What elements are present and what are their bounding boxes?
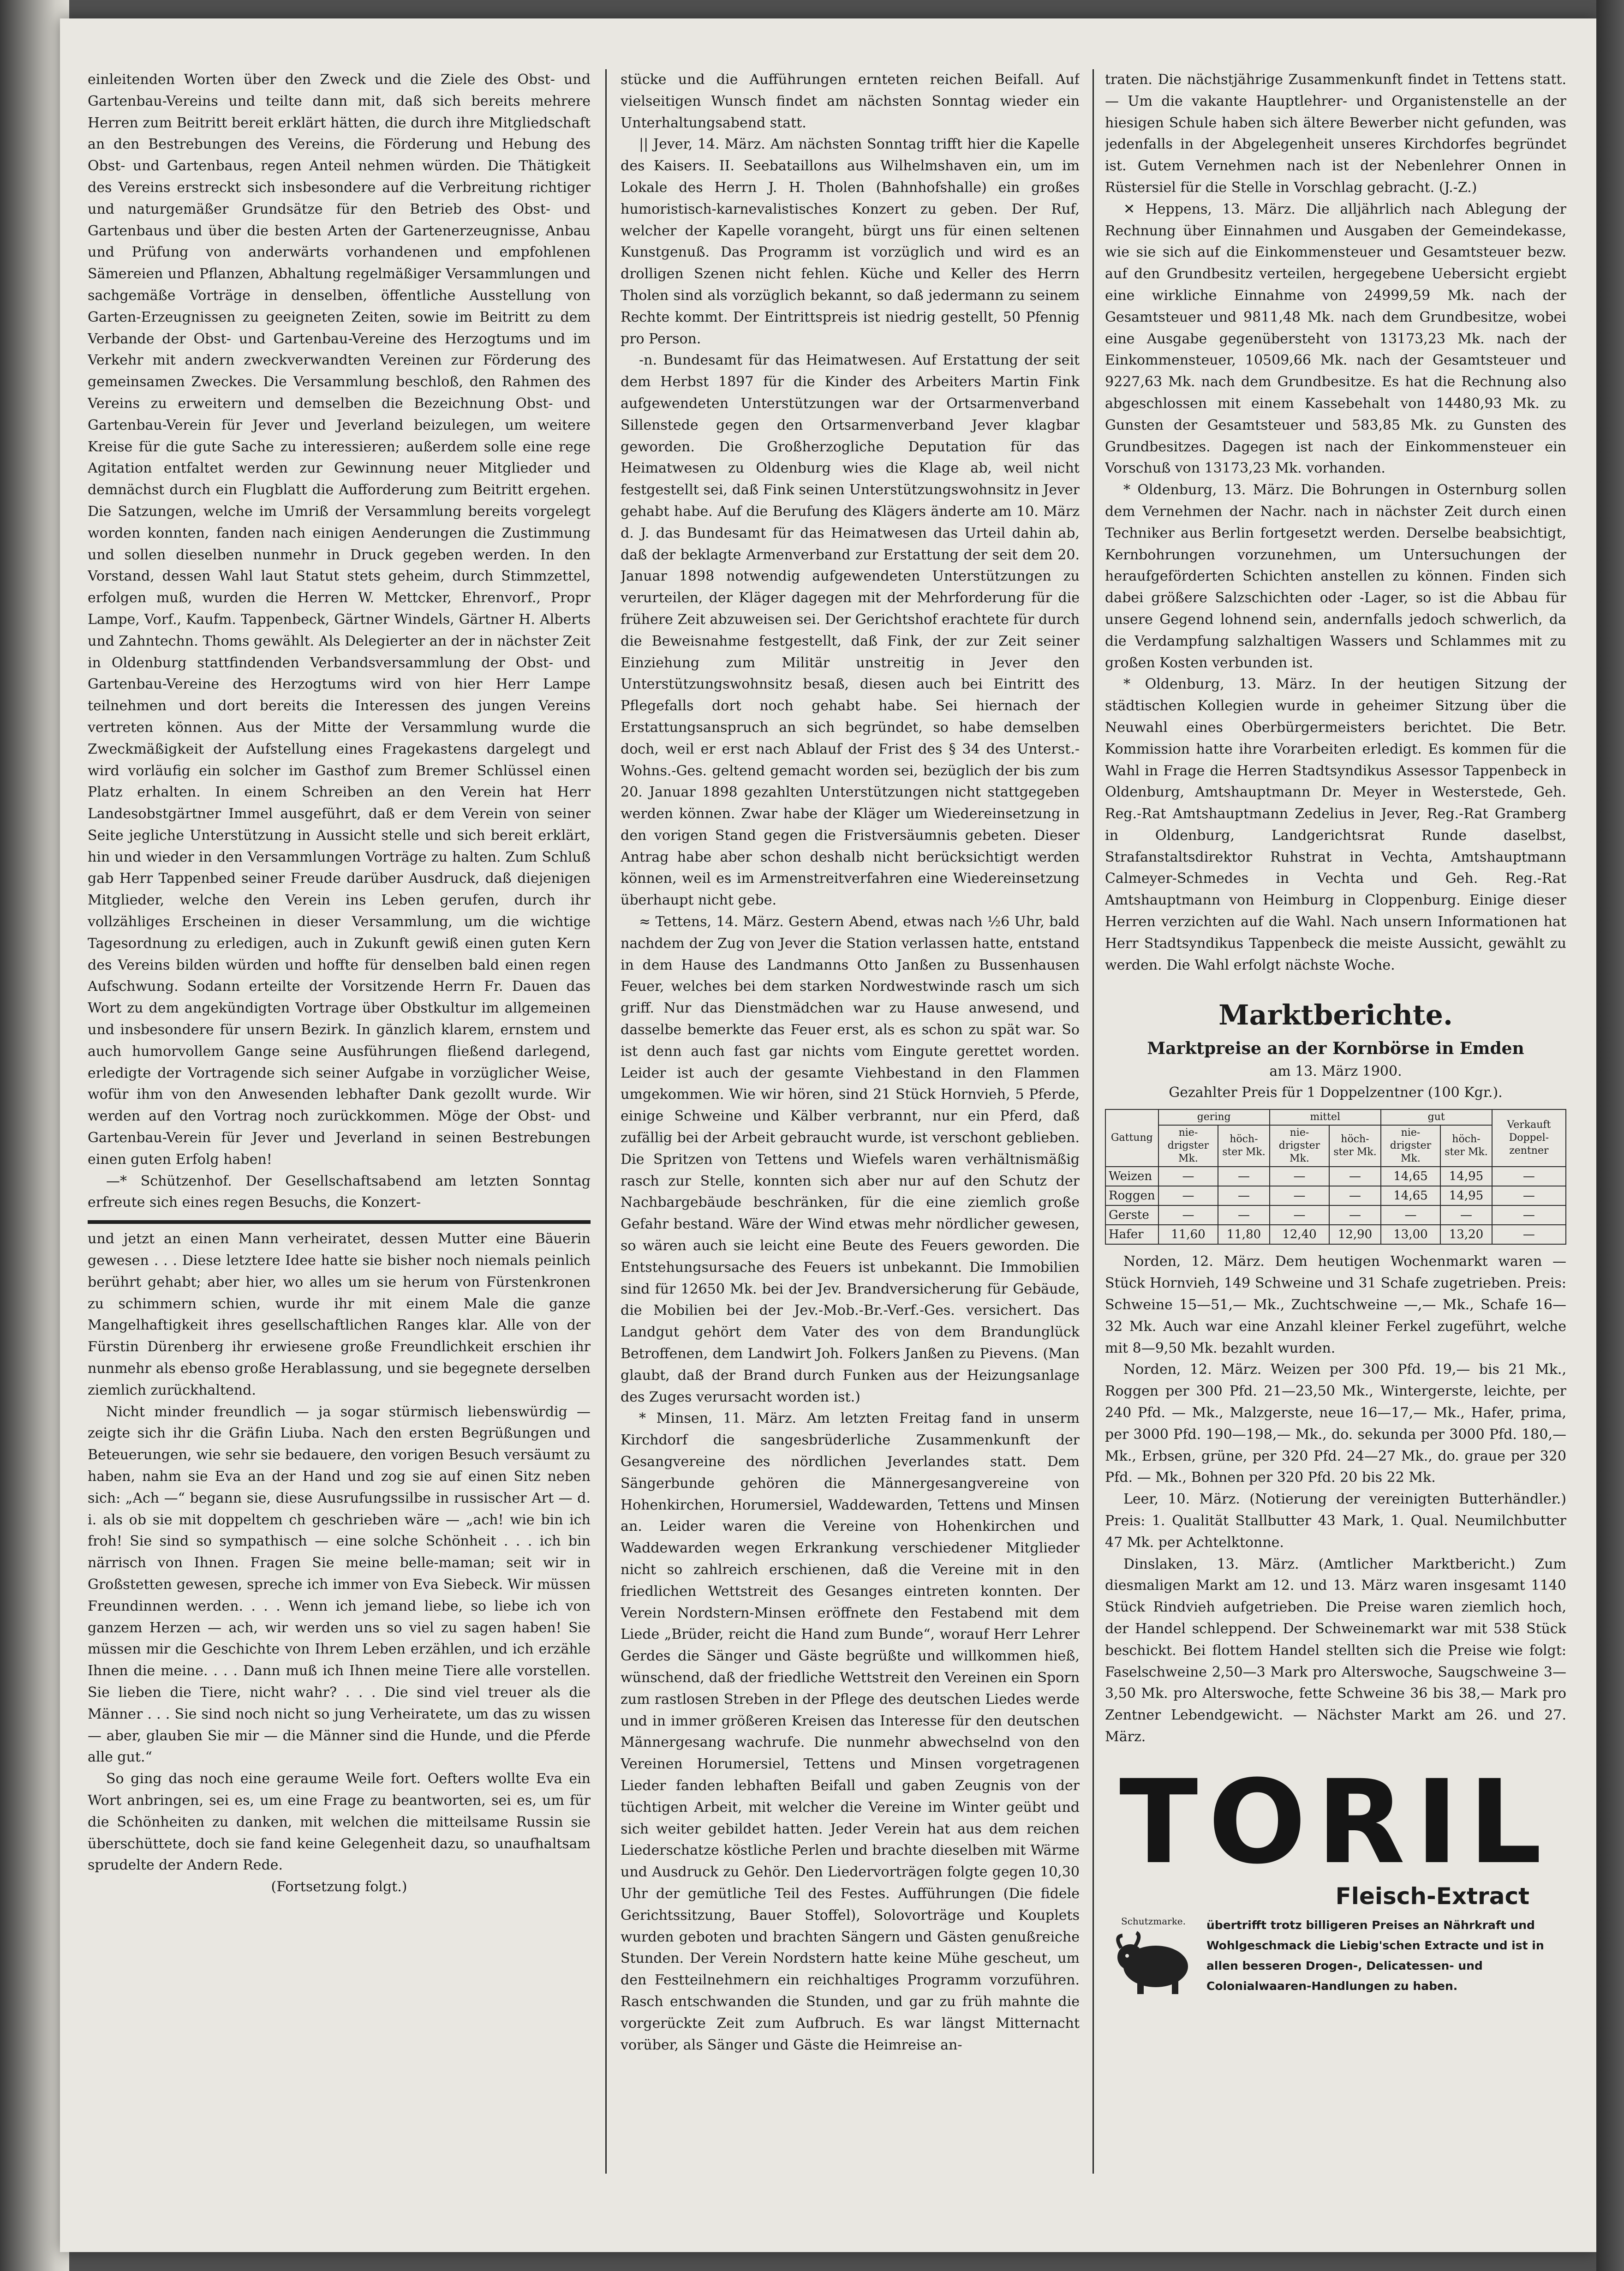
article-paragraph: * Oldenburg, 13. März. In der heutigen Sitzung der städtischen Kollegien wurde in geheimer Sitzung über die Neuwahl eines Oberbürgermeisters berichtet. Die Betr. Kommission hatte ihre Vorarbeiten erledigt. Es kommen für die Wahl in Frage die Herren Stadtsyndikus Assessor Tappenbeck in Oldenburg, Amtshauptmann Dr. Meyer in Westerstede, Geh. Reg.-Rat Amtshauptmann Zedelius in Jever, Reg.-Rat Gramberg in Oldenburg, Landgerichtsrat Runde daselbst, Strafanstaltsdirektor Ruhstrat in Vechta, Amtshauptmann Calmeyer-Schmedes in Vechta und Geh. Reg.-Rat Amtshauptmann von Heimburg in Cloppenburg. Einige dieser Herren verzichten auf die Wahl. Nach unsern Informationen hat Herr Stadtsyndikus Tappenbeck die meiste Aussicht, gewählt zu werden. Die Wahl erfolgt nächste Woche. [1105, 676, 1566, 973]
sub-high: höch-ster Mk. [1329, 1125, 1380, 1167]
sub-high: höch-ster Mk. [1218, 1125, 1269, 1167]
scan-right-edge [1596, 0, 1624, 2271]
table-cell: — [1218, 1186, 1269, 1205]
market-report: Dinslaken, 13. März. (Amtlicher Marktbericht.) Zum diesmaligen Markt am 12. und 13. März waren insgesamt 1140 Stück Rindvieh aufgetrieben. Die Preise waren ziemlich hoch, der Handel schleppend. Der Schweinemarkt war mit 538 Stück beschickt. Bei flottem Handel stellten sich die Preise wie folgt: Faselschweine 2,50—3 Mark pro Alterswoche, Saugschweine 3—3,50 Mk. pro Alterswoche, fette Schweine 36 bis 38,— Mark pro Zentner Lebendgewicht. — Nächster Markt am 26. und 27. März. [1105, 1556, 1566, 1745]
group-header: gut [1381, 1109, 1492, 1125]
article-paragraph: ≈ Tettens, 14. März. Gestern Abend, etwas nach ½6 Uhr, bald nachdem der Zug von Jever die Station verlassen hatte, entstand in dem Hause des Landmanns Otto Janßen zu Bussenhausen Feuer, welches bei dem starken Nordwestwinde rasch um sich griff. Nur das Dienstmädchen war zu Hause anwesend, und dasselbe bemerkte das Feuer erst, als es schon zu spät war. So ist denn auch fast gar nichts vom Eingute gerettet worden. Leider ist auch der gesamte Viehbestand in den Flammen umgekommen. Wie wir hören, sind 21 Stück Hornvieh, 5 Pferde, einige Schweine und Kälber verbrannt, nur ein Pferd, daß zufällig bei der Arbeit gebraucht wurde, ist verschont geblieben. Die Spritzen von Tettens und Wiefels waren verhältnismäßig rasch zur Stelle, konnten sich aber nur auf den Schutz der Nachbargebäude beschränken, für die eine ziemlich große Gefahr bestand. Wäre der Wind etwas mehr nördlicher gewesen, so wären auch sie leicht eine Beute des Feuers geworden. Die Entstehungsursache des Feuers ist unbekannt. Die Immobilien sind für 12650 Mk. bei der Jev. Brandversicherung für Gebäude, die Mobilien bei der Jev.-Mob.-Br.-Verf.-Ges. versichert. Das Landgut gehört dem Vater des von dem Brandunglück Betroffenen, dem Landwirt Joh. Folkers Janßen zu Pievens. (Man glaubt, daß der Brand durch Funken aus der Heizungsanlage des Zuges verursacht worden ist.) [621, 914, 1080, 1405]
table-cell: 13,00 [1381, 1225, 1441, 1244]
table-row [1105, 1186, 1566, 1205]
table-cell: 13,20 [1440, 1225, 1492, 1244]
serial-paragraph: Nicht minder freundlich — ja sogar stürmisch liebenswürdig — zeigte sich ihr die Gräfin Liuba. Nach den ersten Begrüßungen und Beteuerungen, wie sehr sie bedauere, den vorigen Besuch versäumt zu haben, nahm sie Eva an der Hand und zog sie auf einen Sitz neben sich: „Ach —“ begann sie, diese Ausrufungssilbe in russischer Art — d. i. als ob sie mit doppeltem ch geschrieben wäre — „ach! wie bin ich froh! Sie sind so sympathisch — eine solche Schönheit . . . ich bin närrisch von Ihnen. Fragen Sie meine belle-maman; seit wir in Großstetten gewesen, spreche ich immer von Eva Siebeck. Wir müssen Freundinnen werden. . . . Wenn ich jemand liebe, so liebe ich von ganzem Herzen — ach, wir werden uns so viel zu sagen haben! Sie müssen mir die Geschichte von Ihrem Leben erzählen, und ich erzähle Ihnen die meine. . . . Dann muß ich Ihnen meine Tiere alle vorstellen. Sie lieben die Tiere, nicht wahr? . . . Die sind viel treuer als die Männer . . . Sie sind noch nicht so jung Verheiratete, um das zu wissen — aber, glauben Sie mir — die Männer sind die Hunde, und die Pferde alle gut.“ [88, 1403, 591, 1766]
grain-name: Weizen [1105, 1167, 1158, 1186]
table-row [1105, 1167, 1566, 1186]
col-verkauft: Verkauft Doppel-zentner [1492, 1109, 1566, 1167]
table-cell: — [1381, 1205, 1441, 1225]
book-binding-edge [0, 0, 69, 2271]
serial-paragraph: und jetzt an einen Mann verheiratet, dessen Mutter eine Bäuerin gewesen . . . Diese letztere Idee hatte sie bisher noch niemals peinlich berührt gehabt; aber hier, wo alles um sie herum von Fürstenkronen zu schimmern schien, wurde ihr mit einem Male die ganze Mangelhaftigkeit ihres gesellschaftlichen Ranges klar. Alle von der Fürstin Dürenberg ihr erwiesene große Freundlichkeit erschien ihr nunmehr als ebenso große Herablassung, und sie begegnete derselben ziemlich zurückhaltend. [88, 1231, 591, 1398]
continued-label: (Fortsetzung folgt.) [271, 1879, 407, 1895]
market-price-line: Gezahlter Preis für 1 Doppelzentner (100 Kgr.). [1169, 1085, 1503, 1101]
article-paragraph: * Minsen, 11. März. Am letzten Freitag fand in unserm Kirchdorf die sangesbrüderliche Zusammenkunft der Gesangvereine des nördlichen Jeverlandes statt. Dem Sängerbunde gehören die Männergesangvereine von Hohenkirchen, Horumersiel, Waddewarden, Tettens und Minsen an. Leider waren die Vereine von Hohenkirchen und Waddewarden wegen Erkrankung verschiedener Mitglieder nicht so zahlreich erschienen, daß die Vereine mit in den friedlichen Wettstreit des Gesanges eintreten konnten. Der Verein Nordstern-Minsen eröffnete den Festabend mit dem Liede „Brüder, reicht die Hand zum Bunde“, worauf Herr Lehrer Gerdes die Sänger und Gäste begrüßte und willkommen hieß, wünschend, daß der friedliche Wettstreit den Vereinen ein Sporn zum rastlosen Streben in der Pflege des deutschen Liedes werde und in immer größeren Kreisen das Interesse für den deutschen Männergesang wachrufe. Die nunmehr abwechselnd von den Vereinen Horumersiel, Tettens und Minsen vorgetragenen Lieder fanden lebhaften Beifall und gaben Zeugnis von der tüchtigen Arbeit, mit welcher die Vereine im Winter geübt und sich weiter gebildet hatten. Jeder Verein hat aus dem reichen Liederschatze köstliche Perlen und brachte dieselben mit Wärme und Ausdruck zu Gehör. Den Liedervorträgen folgte gegen 10,30 Uhr der gemütliche Teil des Festes. Aufführungen (Die fidele Gerichtssitzung, Bauer Stoffel), Solovorträge und Kouplets wurden geboten und brachten Sängern und Gästen genußreiche Stunden. Der Verein Nordstern hatte keine Mühe gescheut, um den Festteilnehmern ein reichhaltiges Programm vorzuführen. Rasch entschwanden die Stunden, und gar zu früh mahnte die vorgerückte Zeit zum Aufbruch. Es war längst Mitternacht vorüber, als Sänger und Gäste die Heimreise an- [621, 1410, 1080, 2053]
table-cell: — [1158, 1205, 1218, 1225]
group-header: gering [1158, 1109, 1270, 1125]
table-cell: — [1492, 1225, 1566, 1244]
table-cell: 12,90 [1329, 1225, 1380, 1244]
ad-text: übertrifft trotz billigeren Preises an Nährkraft und Wohlgeschmack die Liebig'schen Extracte und ist in allen besseren Drogen-, Delicatessen- und Colonialwaaren-Handlungen zu haben. [1206, 1918, 1544, 1993]
table-cell: 14,95 [1440, 1186, 1492, 1205]
article-paragraph: -n. Bundesamt für das Heimatwesen. Auf Erstattung der seit dem Herbst 1897 für die Kinder des Arbeiters Martin Fink aufgewendeten Unterstützungen war der Ortsarmenverband Sillenstede gegen den Ortsarmenverband Jever klagbar geworden. Die Großherzogliche Deputation für das Heimatwesen zu Oldenburg wies die Klage ab, weil nicht festgestellt sei, daß Fink seinen Unterstützungswohnsitz in Jever gehabt habe. Auf die Berufung des Klägers änderte am 10. März d. J. das Bundesamt für das Heimatwesen das Urteil dahin ab, daß der beklagte Armenverband zur Erstattung der seit dem 20. Januar 1898 notwendig aufgewendeten Unterstützungen zu verurteilen, der Kläger dagegen mit der Mehrforderung für die frühere Zeit abzuweisen sei. Der Gerichtshof erachtete für durch die Beweisnahme festgestellt, daß Fink, der zur Zeit seiner Einziehung zum Militär unstreitig in Jever den Unterstützungswohnsitz besaß, diesen auch bei Eintritt des Pflegefalls dort noch gehabt habe. Sei hiernach der Erstattungsanspruch an sich begründet, so habe demselben doch, weil er erst nach Ablauf der Frist des § 34 des Unterst.-Wohns.-Ges. geltend gemacht worden sei, bezüglich der bis zum 20. Januar 1898 gezahlten Unterstützungen nicht stattgegeben werden können. Zwar habe der Kläger um Wiedereinsetzung in den vorigen Stand gegen die Fristversäumnis gebeten. Dieser Antrag habe aber schon deshalb nicht berücksichtigt werden können, weil es im Armenstreitverfahren eine Wiedereinsetzung überhaupt nicht gebe. [621, 352, 1080, 909]
price-table-header-row [1105, 1109, 1566, 1125]
feuilleton-separator [88, 1220, 591, 1224]
price-table [1105, 1109, 1566, 1245]
grain-name: Roggen [1105, 1186, 1158, 1205]
table-cell: — [1492, 1186, 1566, 1205]
trademark-label: Schutzmarke. [1121, 1915, 1186, 1927]
article-paragraph: stücke und die Aufführungen ernteten reichen Beifall. Auf vielseitigen Wunsch findet am nächsten Sonntag wieder ein Unterhaltungsabend statt. [621, 72, 1080, 131]
sub-low: nie-drigster Mk. [1381, 1125, 1441, 1167]
article-paragraph: || Jever, 14. März. Am nächsten Sonntag trifft hier die Kapelle des Kaisers. II. Seebataillons aus Wilhelmshaven ein, um im Lokale des Herrn J. H. Tholen (Bahnhofshalle) ein großes humoristisch-karnevalistisches Konzert zu geben. Der Ruf, welcher der Kapelle vorangeht, bürgt uns für einen seltenen Kunstgenuß. Das Programm ist vorzüglich und wird es an drolligen Szenen nicht fehlen. Küche und Keller des Herrn Tholen sind als vorzüglich bekannt, so daß jedermann zu seinem Rechte kommt. Der Eintrittspreis ist niedrig gestellt, 50 Pfennig pro Person. [621, 136, 1080, 347]
table-cell: — [1218, 1167, 1269, 1186]
serial-paragraph: So ging das noch eine geraume Weile fort. Oefters wollte Eva ein Wort anbringen, sei es, um eine Frage zu beantworten, sei es, um für die Schönheiten zu danken, mit welchen die mitteilsame Russin sie überschüttete, doch sie fand keine Gelegenheit dazu, so unaufhaltsam sprudelte der Andern Rede. [88, 1771, 591, 1874]
table-cell: 14,95 [1440, 1167, 1492, 1186]
article-paragraph: ✕ Heppens, 13. März. Die alljährlich nach Ablegung der Rechnung über Einnahmen und Ausgaben der Gemeindekasse, wie sie sich auf die Einkommensteuer und Gesamtsteuer bezw. auf den Grundbesitz verteilen, hergegebene Uebersicht ergiebt eine wirkliche Einnahme von 24999,59 Mk. nach der Gesamtsteuer und 9811,48 Mk. nach dem Grundbesitze, wobei eine Ausgabe gegenübersteht von 13173,23 Mk. nach der Einkommensteuer, 10509,66 Mk. nach der Gesamtsteuer und 9227,63 Mk. nach dem Grundbesitze. Es hat die Rechnung also abgeschlossen mit einem Kassebehalt von 14480,93 Mk. zu Gunsten der Gesamtsteuer und 583,85 Mk. zu Gunsten des Grundbesitzes. Dagegen ist nach der Einkommensteuer ein Vorschuß von 13173,23 Mk. vorhanden. [1105, 201, 1566, 477]
market-heading: Marktberichte. [1218, 999, 1453, 1032]
sub-high: höch-ster Mk. [1440, 1125, 1492, 1167]
table-cell: — [1270, 1205, 1330, 1225]
table-cell: 11,60 [1158, 1225, 1218, 1244]
ad-brand-logo: TORIL [1119, 1755, 1552, 1889]
article-paragraph: * Oldenburg, 13. März. Die Bohrungen in Osternburg sollen dem Vernehmen der Nachr. nach in nächster Zeit durch einen Techniker aus Berlin fortgesetzt werden. Derselbe beabsichtigt, Kernbohrungen vorzunehmen, um Untersuchungen der heraufgeförderten Schichten anstellen zu können. Finden sich dabei größere Salzschichten oder -Lager, so ist die Abbau für unsere Gegend lohnend sein, andernfalls jedoch schwerlich, da die Verdampfung salzhaltigen Wassers und Schlammes mit zu großen Kosten verbunden ist. [1105, 482, 1566, 671]
grain-name: Hafer [1105, 1225, 1158, 1244]
table-cell: — [1492, 1205, 1566, 1225]
left-column [88, 69, 591, 2174]
grain-name: Gerste [1105, 1205, 1158, 1225]
column-rule [1093, 69, 1094, 2174]
table-row [1105, 1205, 1566, 1225]
ad-product-name: Fleisch-Extract [1335, 1882, 1529, 1910]
table-cell: 11,80 [1218, 1225, 1269, 1244]
right-column [1105, 69, 1566, 2174]
article-paragraph: —* Schützenhof. Der Gesellschaftsabend am letzten Sonntag erfreute sich eines regen Besuchs, die Konzert- [88, 1173, 591, 1211]
toril-advertisement [1105, 1755, 1566, 2003]
column-rule [605, 69, 607, 2174]
market-subheading: Marktpreise an der Kornbörse in Emden [1147, 1039, 1524, 1059]
sub-low: nie-drigster Mk. [1158, 1125, 1218, 1167]
table-cell: 14,65 [1381, 1186, 1441, 1205]
table-cell: 14,65 [1381, 1167, 1441, 1186]
col-gattung: Gattung [1105, 1109, 1158, 1167]
table-cell: — [1329, 1205, 1380, 1225]
market-date: am 13. März 1900. [1269, 1063, 1402, 1080]
sub-low: nie-drigster Mk. [1270, 1125, 1330, 1167]
table-cell: — [1158, 1186, 1218, 1205]
market-report: Norden, 12. März. Weizen per 300 Pfd. 19,— bis 21 Mk., Roggen per 300 Pfd. 21—23,50 Mk., Wintergerste, leichte, per 240 Pfd. — Mk., Malzgerste, neue 16—17,— Mk., Hafer, prima, per 3000 Pfd. 190—198,— Mk., do. sekunda per 3000 Pfd. 180,— Mk., Erbsen, grüne, per 320 Pfd. 24—27 Mk., do. graue per 320 Pfd. — Mk., Bohnen per 320 Pfd. 20 bis 22 Mk. [1105, 1361, 1566, 1486]
table-cell: — [1440, 1205, 1492, 1225]
middle-column [621, 69, 1080, 2174]
table-cell: 12,40 [1270, 1225, 1330, 1244]
ad-body [1105, 1915, 1566, 2003]
article-paragraph: traten. Die nächstjährige Zusammenkunft findet in Tettens statt. — Um die vakante Hauptlehrer- und Organistenstelle an der hiesigen Schule haben sich ältere Bewerber nicht gefunden, was jedenfalls in der Abgelegenheit unseres Kirchdorfes begründet ist. Gutem Vernehmen nach ist der Nebenlehrer Onnen in Rüstersiel für die Stelle in Vorschlag gebracht. (J.-Z.) [1105, 72, 1566, 196]
trademark [1105, 1915, 1202, 2003]
table-row [1105, 1225, 1566, 1244]
market-report: Norden, 12. März. Dem heutigen Wochenmarkt waren — Stück Hornvieh, 149 Schweine und 31 Schafe zugetrieben. Preis: Schweine 15—51,— Mk., Zuchtschweine —,— Mk., Schafe 16—32 Mk. Auch war eine Anzahl kleiner Ferkel zugeführt, welche mit 8—9,50 Mk. bezahlt wurden. [1105, 1253, 1566, 1356]
market-report: Leer, 10. März. (Notierung der vereinigten Butterhändler.) Preis: 1. Qualität Stallbutter 43 Mark, 1. Qual. Neumilchbutter 47 Mk. per Achtelktonne. [1105, 1491, 1566, 1551]
table-cell: — [1329, 1167, 1380, 1186]
table-cell: — [1270, 1186, 1330, 1205]
group-header: mittel [1270, 1109, 1381, 1125]
article-paragraph: einleitenden Worten über den Zweck und die Ziele des Obst- und Gartenbau-Vereins und teilte dann mit, daß sich bereits mehrere Herren zum Beitritt bereit erklärt hätten, die durch ihre Mitgliedschaft an den Bestrebungen des Vereins, die Förderung und Hebung des Obst- und Gartenbaus, regen Anteil nehmen würden. Die Thätigkeit des Vereins erstreckt sich insbesondere auf die Verbreitung richtiger und naturgemäßer Grundsätze für den Betrieb des Obst- und Gartenbaus und über die besten Arten der Gartenerzeugnisse, Anbau und Prüfung von anderwärts vorhandenen und empfohlenen Sämereien und Pflanzen, Abhaltung regelmäßiger Versammlungen und sachgemäße Vorträge in denselben, öffentliche Ausstellung von Garten-Erzeugnissen zu geeigneten Zeiten, sowie im Beitritt zu dem Verbande der Obst- und Gartenbau-Vereine des Herzogtums und im Verkehr mit andern zweckverwandten Vereinen zur Förderung des gemeinsamen Zweckes. Die Versammlung beschloß, den Rahmen des Vereins zu erweitern und demselben die Bezeichnung Obst- und Gartenbau-Verein für Jever und Jeverland beizulegen, um weitere Kreise für die gute Sache zu interessieren; außerdem solle eine rege Agitation entfaltet werden zur Gewinnung neuer Mitglieder und demnächst durch ein Flugblatt die Aufforderung zum Beitritt ergehen. Die Satzungen, welche im Umriß der Versammlung bereits vorgelegt worden konnten, fanden nach einigen Aenderungen die Zustimmung und sollen dieselben nunmehr in Druck gegeben werden. In den Vorstand, dessen Wahl laut Statut stets geheim, durch Stimmzettel, erfolgen muß, wurden die Herren W. Mettcker, Ehrenvorf., Propr Lampe, Vorf., Kaufm. Tappenbeck, Gärtner Windels, Gärtner H. Alberts und Zahntechn. Thoms gewählt. Als Delegierter an der in nächster Zeit in Oldenburg stattfindenden Verbandsversammlung der Obst- und Gartenbau-Vereine des Herzogtums wird von hier Herr Lampe teilnehmen und dort bereits die Interessen des jungen Vereins vertreten können. Aus der Mitte der Versammlung wurde die Zweckmäßigkeit der Aufstellung eines Fragekastens dargelegt und wird vorläufig ein solcher im Gasthof zum Bremer Schlüssel einen Platz erhalten. In einem Schreiben an den Verein hat Herr Landesobstgärtner Immel ausgeführt, daß er dem Verein von seiner Seite jegliche Unterstützung in Aussicht stelle und sich bereit erklärt, hin und wieder in den Versammlungen Vorträge zu halten. Zum Schluß gab Herr Tappenbed seiner Freude darüber Ausdruck, daß diejenigen Mitglieder, welche den Verein ins Leben gerufen, durch ihr vollzähliges Erscheinen in dieser Versammlung, um die wichtige Tagesordnung zu erledigen, auch in Zukunft gewiß einen guten Kern des Vereins bilden würden und hoffte für denselben bald einen regen Aufschwung. Sodann erteilte der Vorsitzende Herrn Fr. Dauen das Wort zu dem angekündigten Vortrage über Obstkultur im allgemeinen und insbesondere für unsern Bezirk. In gänzlich klarem, ernstem und auch humorvollem Gange seine Ausführungen fließend darlegend, erledigte der Vortragende sich seiner Aufgabe in vorzüglicher Weise, wofür ihm von den Anwesenden lebhafter Dank gezollt wurde. Wir werden auf den Vortrag noch zurückkommen. Möge der Obst- und Gartenbau-Verein für Jever und Jeverland in seinen Bestrebungen einen guten Erfolg haben! [88, 72, 591, 1168]
table-cell: — [1492, 1167, 1566, 1186]
table-cell: — [1329, 1186, 1380, 1205]
bull-trademark-icon [1110, 1927, 1197, 1996]
table-cell: — [1158, 1167, 1218, 1186]
table-cell: — [1270, 1167, 1330, 1186]
table-cell: — [1218, 1205, 1269, 1225]
